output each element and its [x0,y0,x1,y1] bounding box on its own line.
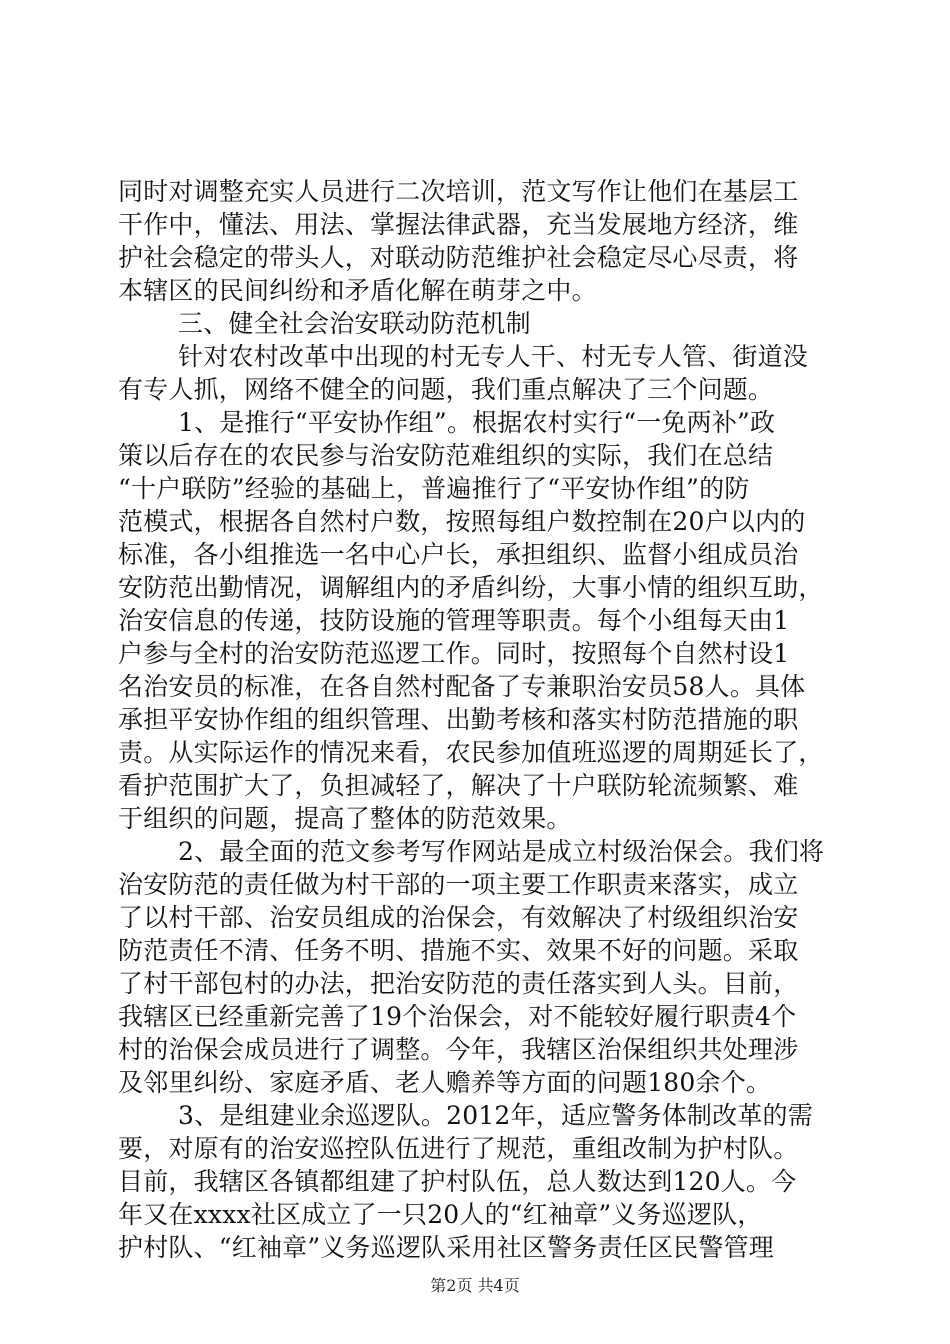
text-line: 及邻里纠纷、家庭矛盾、老人赡养等方面的问题180余个。 [118,1068,772,1097]
text-line: 了村干部包村的办法，把治安防范的责任落实到人头。目前， [118,969,799,998]
text-line: 目前，我辖区各镇都组建了护村队伍，总人数达到120人。今 [118,1167,797,1196]
text-line: 要，对原有的治安巡控队伍进行了规范，重组改制为护村队。 [118,1134,799,1163]
text-line: 防范责任不清、任务不明、措施不实、效果不好的问题。采取 [118,936,799,965]
section-heading: 三、健全社会治安联动防范机制 [178,309,531,338]
text-line: 了以村干部、治安员组成的治保会，有效解决了村级组织治安 [118,903,799,932]
text-line: 村的治保会成员进行了调整。今年，我辖区治保组织共处理涉 [118,1035,799,1064]
text-line: 于组织的问题，提高了整体的防范效果。 [118,804,572,833]
text-line: 策以后存在的农民参与治安防范难组织的实际，我们在总结 [118,441,774,470]
text-line: 承担平安协作组的组织管理、出勤考核和落实村防范措施的职 [118,705,799,734]
text-line: 护村队、“红袖章”义务巡逻队采用社区警务责任区民警管理 [118,1233,774,1262]
page-footer: 第2页 共4页 [430,1276,520,1295]
text-line: 范模式，根据各自然村户数，按照每组户数控制在20户以内的 [118,507,806,536]
text-line: 名治安员的标准，在各自然村配备了专兼职治安员58人。具体 [118,672,806,701]
text-line: 3、是组建业余巡逻队。2012年，适应警务体制改革的需 [178,1101,813,1130]
text-line: 2、最全面的范文参考写作网站是成立村级治保会。我们将 [178,837,825,866]
text-line: 标准，各小组推选一名中心户长，承担组织、监督小组成员治 [118,540,799,569]
text-line: 年又在xxxx社区成立了一只20人的“红袖章”义务巡逻队， [118,1200,763,1229]
text-line: 同时对调整充实人员进行二次培训，范文写作让他们在基层工 [118,177,799,206]
text-line: 看护范围扩大了，负担减轻了，解决了十户联防轮流频繁、难 [118,771,799,800]
text-line: 针对农村改革中出现的村无专人干、村无专人管、街道没 [178,342,809,371]
text-line: “十户联防”经验的基础上，普遍推行了“平安协作组”的防 [118,474,750,503]
text-line: 本辖区的民间纠纷和矛盾化解在萌芽之中。 [118,276,597,305]
text-line: 户参与全村的治安防范巡逻工作。同时，按照每个自然村设1 [118,639,790,668]
text-line: 我辖区已经重新完善了19个治保会，对不能较好履行职责4个 [118,1002,797,1031]
text-line: 安防范出勤情况，调解组内的矛盾纠纷，大事小情的组织互助， [118,573,824,602]
text-line: 干作中，懂法、用法、掌握法律武器，充当发展地方经济，维 [118,210,799,239]
text-line: 护社会稳定的带头人，对联动防范维护社会稳定尽心尽责，将 [118,243,799,272]
text-line: 责。从实际运作的情况来看，农民参加值班巡逻的周期延长了， [118,738,824,767]
text-line: 治安防范的责任做为村干部的一项主要工作职责来落实，成立 [118,870,799,899]
text-line: 治安信息的传递，技防设施的管理等职责。每个小组每天由1 [118,606,790,635]
text-line: 有专人抓，网络不健全的问题，我们重点解决了三个问题。 [118,375,774,404]
text-line: 1、是推行“平安协作组”。根据农村实行“一免两补”政 [178,408,776,437]
